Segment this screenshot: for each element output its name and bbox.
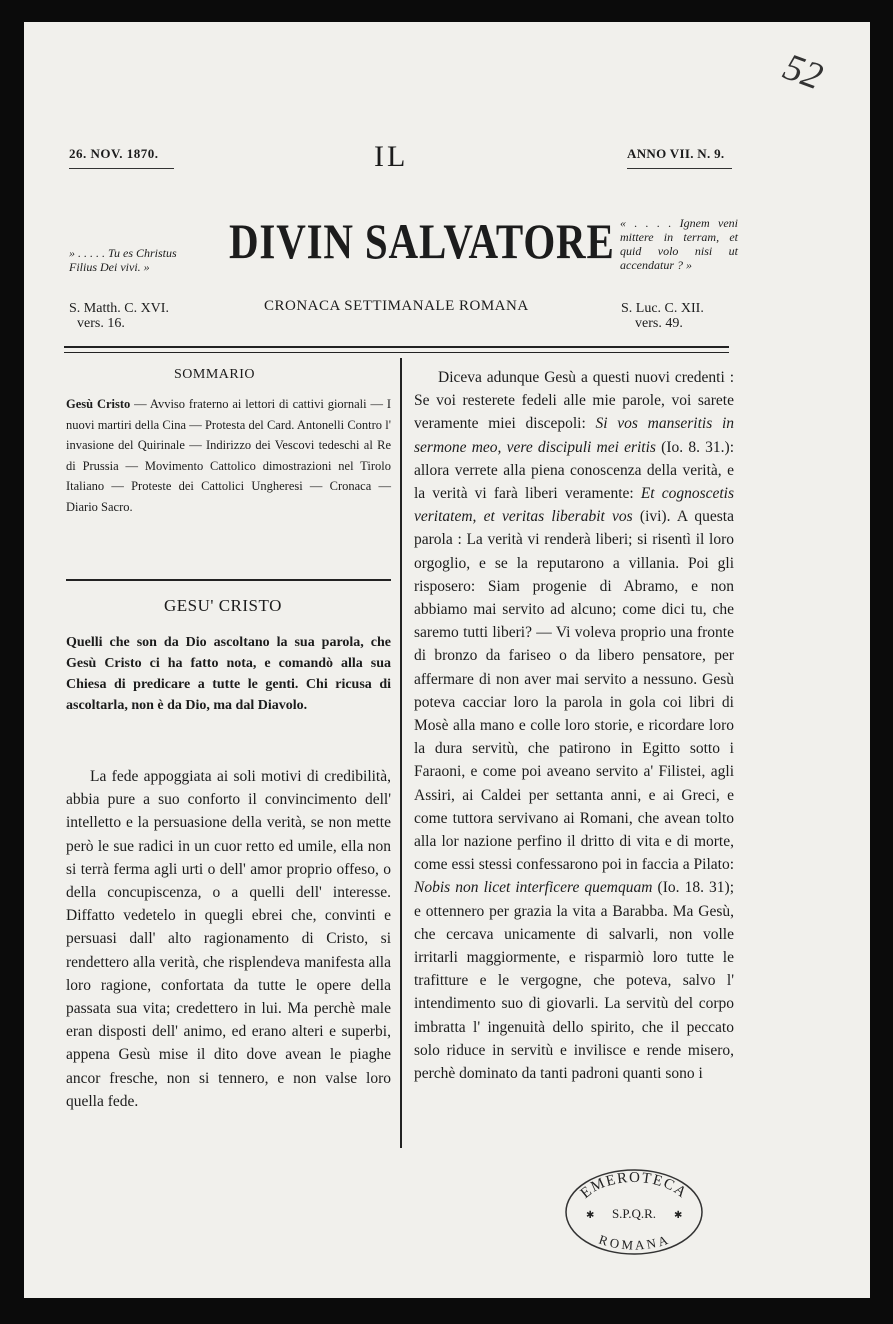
masthead-rule-bottom <box>64 352 729 353</box>
right-reference <box>621 301 704 331</box>
masthead-subtitle: CRONACA SETTIMANALE ROMANA <box>264 298 529 314</box>
latin-quote-1: Si vos manseritis in sermone meo, vere discipuli mei eritis <box>414 415 734 456</box>
article-left-column: La fede appoggiata ai soli motivi di credibilità, abbia pure a suo conforto il convincimento dell' intelletto e la persuasione della verità, se non mette però le sue radici in un cuor retto ed umile, ella non si terrà ferma agli urti o dell' amor proprio offeso, o della concupiscenza, o a quelli dell' interesse. Diffatto vedetelo in quegli ebrei che, convinti e persuasi dall' alto ragionamento di Cristo, si rendettero alla verità, che risplendeva manifesta alla loro ragione, confortata da tutte le opere della passata sua vita; credettero in lui. Ma perchè male eran disposti dell' animo, ed erano alteri e superbi, appena Gesù mise il dito dove avean le piaghe ancor fresche, non si tennero, e non valse loro quella fede. <box>66 768 391 1110</box>
stamp-bottom-text: ROMANA <box>597 1231 671 1253</box>
issue-underline <box>627 168 732 169</box>
page-number: 52 <box>777 45 829 99</box>
left-reference-chapter: S. Matth. C. XVI. <box>69 301 169 316</box>
date-underline <box>69 168 174 169</box>
section-rule <box>66 579 391 581</box>
issue-number: ANNO VII. N. 9. <box>627 146 725 161</box>
left-reference-verse: vers. 16. <box>77 316 125 331</box>
article-motto: Quelli che son da Dio ascoltano la sua parola, che Gesù Cristo ci ha fatto nota, e comandò alla sua Chiesa di predicare a tutte le genti. Chi ricusa di ascoltarla, non è da Dio, ma dal Diavolo. <box>66 635 391 713</box>
right-reference-chapter: S. Luc. C. XII. <box>621 301 704 316</box>
stamp-star-icon-left: ✱ <box>586 1210 595 1221</box>
column-divider <box>400 358 402 1148</box>
library-stamp <box>564 1168 704 1256</box>
issue-date: 26. NOV. 1870. <box>69 146 159 161</box>
right-motto: « . . . . Ignem veni mittere in terram, et quid volo nisi ut accendatur ? » <box>620 216 738 272</box>
latin-quote-2: Et cognoscetis veritatem, et veritas liberabit vos <box>414 485 735 526</box>
sommario-lead: Gesù Cristo <box>66 397 131 411</box>
masthead-title: DIVIN SALVATORE <box>229 213 615 269</box>
stamp-middle-text: S.P.Q.R. <box>611 1206 657 1221</box>
newspaper-page <box>24 22 870 1298</box>
right-reference-verse: vers. 49. <box>635 316 683 331</box>
left-motto: » . . . . . Tu es Christus Filius Dei vivi. » <box>69 246 177 274</box>
stamp-star-icon-right: ✱ <box>674 1210 683 1221</box>
latin-quote-3: Nobis non licet interficere quemquam <box>414 879 653 897</box>
left-reference <box>69 301 169 331</box>
sommario-body: — Avviso fraterno ai lettori di cattivi giornali — I nuovi martiri della Cina — Protesta del Card. Antonelli Contro l' invasione del Quirinale — Indirizzo dei Vescovi tedeschi al Re di Prussia — Movimento Cattolico dimostrazioni nel Tirolo Italiano — Proteste dei Cattolici Ungheresi — Cronaca — Diario Sacro. <box>66 397 391 514</box>
article-right-column: Diceva adunque Gesù a questi nuovi credenti : Se voi resterete fedeli alle mie parole, voi sarete veramente miei discepoli: Si vos manseritis in sermone meo, vere discipuli mei eritis (Io. 8. 31.): allora verrete alla piena conoscenza della verità, e la verità vi farà liberi veramente: Et cognoscetis veritatem, et veritas liberabit vos (ivi). A questa parola : La verità vi renderà liberi; si risentì il loro orgoglio, e se la reputarono a villania. Poi gli risposero: Siam progenie di Abramo, e non abbiamo mai servito ad alcuno; come dici tu, che saremo tutti liberi? — Vi voleva proprio una fronte di bronzo da fariseo o da libero pensatore, per affermare di non aver mai servito a nessuno. Gesù poteva cacciar loro la parola in gola coi libri di Mosè alla mano e colle loro storie, e ricordare loro la dura servitù, che patirono in Egitto sotto i Faraoni, e come poi aveano servito a' Filistei, agli Assiri, ai Caldei per settanta anni, e ai Greci, e come tuttora servivano ai Romani, che avean tolto alla lor nazione perfino il dritto di vita e di morte, come essi stessi confessarono poi in faccia a Pilato: Nobis non licet interficere quemquam (Io. 18. 31); e ottennero per grazia la vita a Barabba. Ma Gesù, che cercava unicamente di salvarli, non volle irritarli maggiormente, e risparmiò loro tutte le trafitture e le vergogne, che poteva, salvo l' intendimento suo di giovarli. La servitù del corpo imbratta l' ingenuità dello spirito, che il peccato solo riduce in servitù e invilisce e rende misero, perchè dominato da tanti padroni quanti sono i <box>414 369 735 1083</box>
article-heading: GESU' CRISTO <box>164 596 282 615</box>
masthead-article: IL <box>374 140 409 173</box>
sommario-heading: SOMMARIO <box>174 367 256 382</box>
sommario-text <box>66 394 391 517</box>
stamp-top-text: EMEROTECA <box>577 1169 691 1202</box>
masthead-rule-top <box>64 346 729 348</box>
